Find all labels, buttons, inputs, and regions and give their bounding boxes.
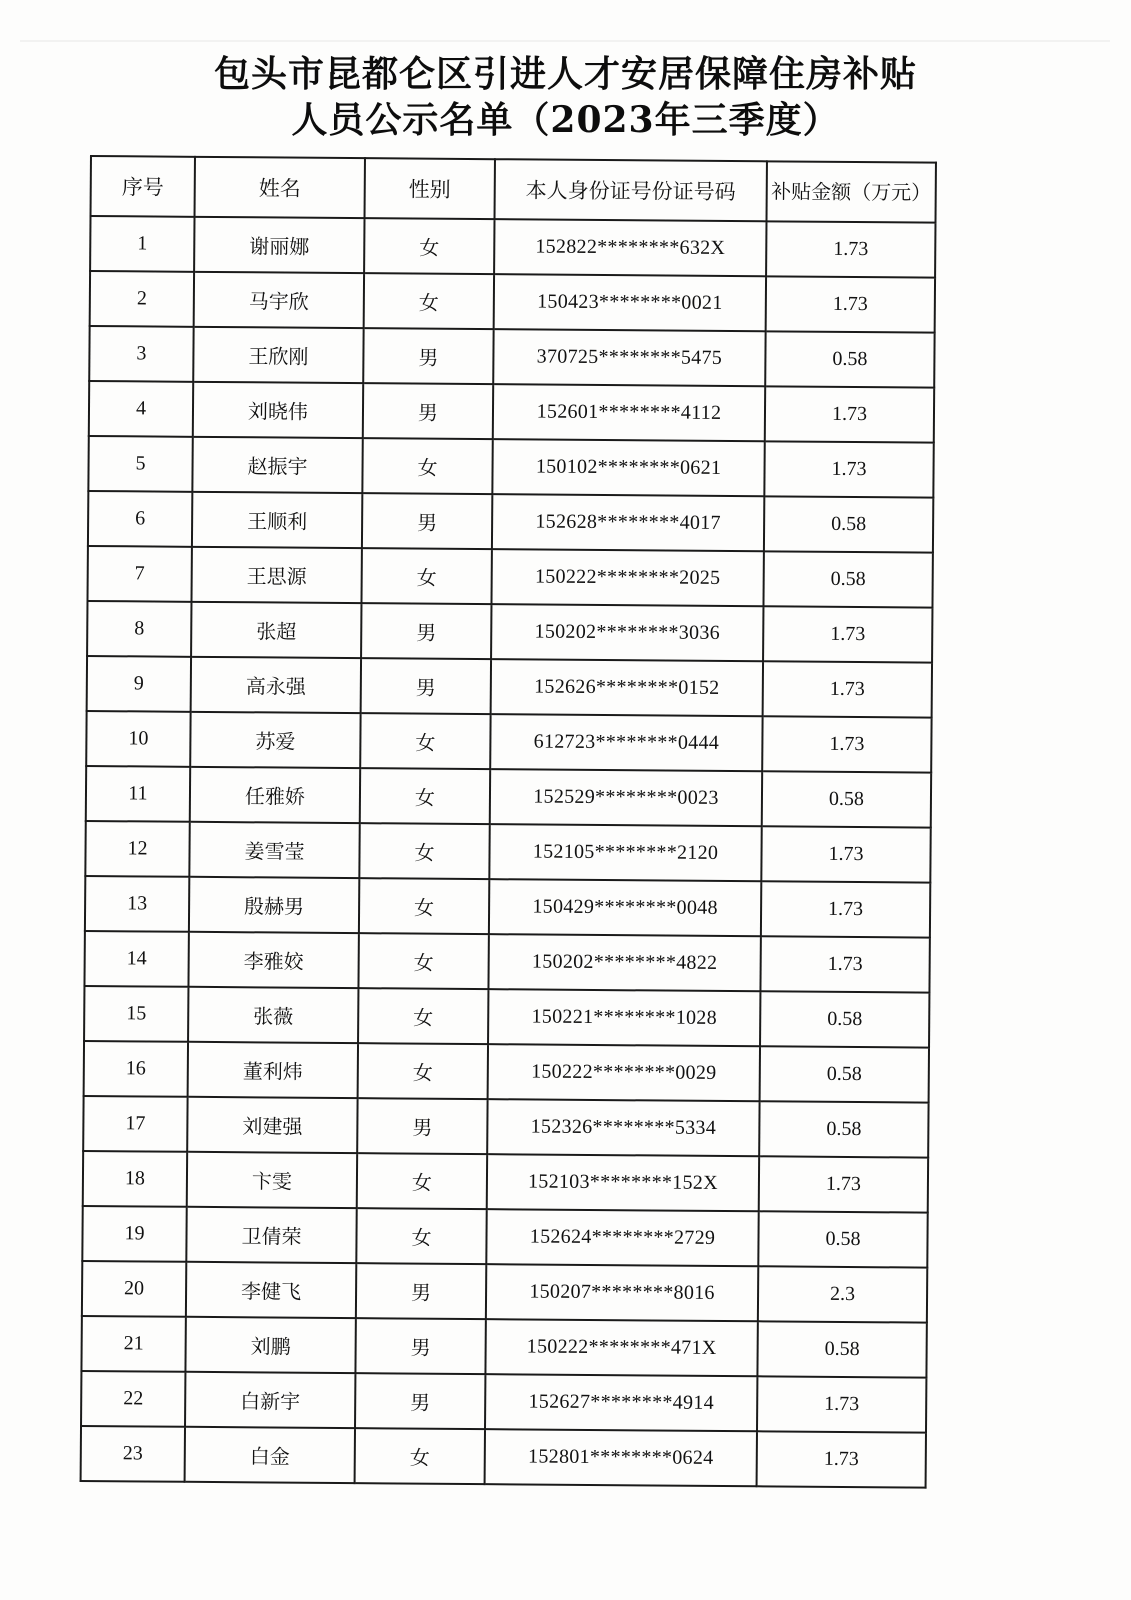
cell-amount: 0.58 — [763, 551, 932, 607]
cell-name: 刘建强 — [187, 1097, 357, 1153]
cell-name: 张超 — [191, 602, 361, 658]
cell-gender: 女 — [362, 438, 492, 494]
cell-gender: 男 — [355, 1373, 485, 1429]
cell-id-number: 150202********4822 — [488, 934, 760, 991]
cell-gender: 男 — [361, 658, 491, 714]
table-row — [84, 986, 929, 1048]
cell-amount: 1.73 — [761, 826, 930, 882]
cell-gender: 男 — [356, 1263, 486, 1319]
cell-amount: 0.58 — [760, 1046, 929, 1102]
cell-gender: 女 — [356, 1208, 486, 1264]
cell-amount: 0.58 — [760, 991, 929, 1047]
cell-id-number: 150429********0048 — [489, 879, 761, 936]
cell-amount: 0.58 — [764, 496, 933, 552]
table-row — [85, 821, 930, 883]
table-row — [82, 1206, 927, 1268]
cell-index: 16 — [84, 1041, 188, 1097]
table-row — [87, 546, 932, 608]
cell-id-number: 150202********3036 — [491, 604, 763, 661]
cell-name: 卞雯 — [187, 1152, 357, 1208]
table-row — [81, 1371, 926, 1433]
cell-amount: 0.58 — [757, 1321, 926, 1377]
cell-name: 刘晓伟 — [193, 382, 363, 438]
cell-index: 5 — [88, 436, 192, 492]
cell-gender: 男 — [362, 493, 492, 549]
cell-index: 20 — [82, 1261, 186, 1317]
table-row — [83, 1096, 928, 1158]
cell-amount: 1.73 — [766, 221, 935, 277]
cell-id-number: 152627********4914 — [485, 1374, 757, 1431]
cell-index: 7 — [87, 546, 191, 602]
header-index: 序号 — [91, 156, 195, 217]
cell-gender: 女 — [359, 878, 489, 934]
cell-id-number: 152105********2120 — [489, 824, 761, 881]
cell-gender: 女 — [358, 1043, 488, 1099]
cell-id-number: 152801********0624 — [485, 1429, 757, 1486]
cell-amount: 2.3 — [758, 1266, 927, 1322]
cell-index: 4 — [89, 381, 193, 437]
table-row — [89, 381, 934, 443]
cell-name: 苏爱 — [190, 712, 360, 768]
cell-name: 白金 — [185, 1427, 355, 1483]
cell-index: 19 — [82, 1206, 186, 1262]
subsidy-roster-table — [80, 155, 937, 1489]
table-header-row — [91, 156, 936, 223]
table-body — [81, 216, 936, 1488]
cell-id-number: 612723********0444 — [490, 714, 762, 771]
cell-gender: 女 — [364, 218, 494, 274]
cell-gender: 男 — [363, 383, 493, 439]
table-row — [87, 656, 932, 718]
cell-name: 王思源 — [191, 547, 361, 603]
cell-amount: 0.58 — [762, 771, 931, 827]
cell-name: 白新宇 — [185, 1372, 355, 1428]
cell-amount: 1.73 — [763, 606, 932, 662]
document-title-line1: 包头市昆都仑区引进人才安居保障住房补贴 — [213, 53, 917, 95]
cell-amount: 0.58 — [758, 1211, 927, 1267]
table-row — [85, 876, 930, 938]
cell-gender: 女 — [357, 1153, 487, 1209]
cell-index: 17 — [83, 1096, 187, 1152]
table-row — [84, 931, 929, 993]
table-row — [81, 1426, 926, 1488]
cell-gender: 男 — [357, 1098, 487, 1154]
cell-index: 2 — [90, 271, 194, 327]
cell-name: 赵振宇 — [192, 437, 362, 493]
header-amount: 补贴金额（万元） — [767, 161, 936, 222]
cell-index: 11 — [86, 766, 190, 822]
cell-gender: 女 — [360, 768, 490, 824]
cell-name: 刘鹏 — [185, 1317, 355, 1373]
cell-name: 姜雪莹 — [189, 822, 359, 878]
cell-amount: 1.73 — [762, 716, 931, 772]
cell-amount: 1.73 — [759, 1156, 928, 1212]
cell-id-number: 152601********4112 — [493, 384, 765, 441]
cell-index: 3 — [89, 326, 193, 382]
cell-index: 10 — [86, 711, 190, 767]
table-row — [87, 601, 932, 663]
cell-name: 任雅娇 — [190, 767, 360, 823]
cell-amount: 1.73 — [757, 1431, 926, 1487]
cell-id-number: 150423********0021 — [494, 274, 766, 331]
cell-gender: 男 — [361, 603, 491, 659]
table-row — [83, 1151, 928, 1213]
cell-amount: 1.73 — [760, 936, 929, 992]
cell-name: 高永强 — [191, 657, 361, 713]
cell-id-number: 150222********2025 — [491, 549, 763, 606]
cell-id-number: 150221********1028 — [488, 989, 760, 1046]
cell-amount: 0.58 — [765, 331, 934, 387]
cell-name: 王欣刚 — [193, 327, 363, 383]
cell-gender: 男 — [355, 1318, 485, 1374]
cell-id-number: 150222********0029 — [488, 1044, 760, 1101]
table-row — [84, 1041, 929, 1103]
cell-name: 李健飞 — [186, 1262, 356, 1318]
cell-name: 马宇欣 — [194, 272, 364, 328]
table-row — [86, 766, 931, 828]
cell-index: 1 — [90, 216, 194, 272]
cell-index: 8 — [87, 601, 191, 657]
cell-id-number: 152326********5334 — [487, 1099, 759, 1156]
cell-index: 14 — [84, 931, 188, 987]
cell-amount: 1.73 — [766, 276, 935, 332]
cell-gender: 女 — [364, 273, 494, 329]
cell-name: 董利炜 — [188, 1042, 358, 1098]
cell-gender: 女 — [361, 548, 491, 604]
table-row — [89, 326, 934, 388]
cell-index: 9 — [87, 656, 191, 712]
cell-gender: 女 — [359, 823, 489, 879]
cell-index: 15 — [84, 986, 188, 1042]
cell-name: 卫倩荣 — [186, 1207, 356, 1263]
cell-amount: 1.73 — [765, 386, 934, 442]
cell-index: 6 — [88, 491, 192, 547]
document-title-line2: 人员公示名单（2023年三季度） — [291, 99, 840, 141]
cell-index: 22 — [81, 1371, 185, 1427]
cell-index: 23 — [81, 1426, 185, 1482]
cell-id-number: 152624********2729 — [486, 1209, 758, 1266]
cell-id-number: 152822********632X — [494, 219, 766, 276]
cell-amount: 1.73 — [764, 441, 933, 497]
cell-index: 18 — [83, 1151, 187, 1207]
cell-amount: 0.58 — [759, 1101, 928, 1157]
cell-amount: 1.73 — [757, 1376, 926, 1432]
cell-id-number: 150102********0621 — [492, 439, 764, 496]
cell-id-number: 150207********8016 — [486, 1264, 758, 1321]
cell-id-number: 152103********152X — [487, 1154, 759, 1211]
cell-index: 21 — [81, 1316, 185, 1372]
cell-name: 殷赫男 — [189, 877, 359, 933]
cell-name: 王顺利 — [192, 492, 362, 548]
table-row — [86, 711, 931, 773]
cell-id-number: 370725********5475 — [493, 329, 765, 386]
table-row — [90, 216, 935, 278]
cell-amount: 1.73 — [761, 881, 930, 937]
cell-name: 张薇 — [188, 987, 358, 1043]
cell-gender: 男 — [363, 328, 493, 384]
table-row — [90, 271, 935, 333]
cell-id-number: 152628********4017 — [492, 494, 764, 551]
cell-gender: 女 — [358, 988, 488, 1044]
header-name: 姓名 — [195, 157, 365, 218]
header-gender: 性别 — [365, 158, 495, 219]
header-id-number: 本人身份证号份证号码 — [495, 159, 767, 221]
cell-index: 12 — [85, 821, 189, 877]
cell-name: 李雅姣 — [188, 932, 358, 988]
cell-gender: 女 — [358, 933, 488, 989]
table-row — [82, 1261, 927, 1323]
cell-id-number: 150222********471X — [485, 1319, 757, 1376]
cell-name: 谢丽娜 — [194, 217, 364, 273]
table-row — [88, 491, 933, 553]
cell-amount: 1.73 — [763, 661, 932, 717]
cell-id-number: 152529********0023 — [490, 769, 762, 826]
cell-index: 13 — [85, 876, 189, 932]
scan-artifact — [20, 40, 1110, 42]
table-row — [81, 1316, 926, 1378]
table-row — [88, 436, 933, 498]
cell-id-number: 152626********0152 — [491, 659, 763, 716]
cell-gender: 女 — [360, 713, 490, 769]
cell-gender: 女 — [355, 1428, 485, 1484]
